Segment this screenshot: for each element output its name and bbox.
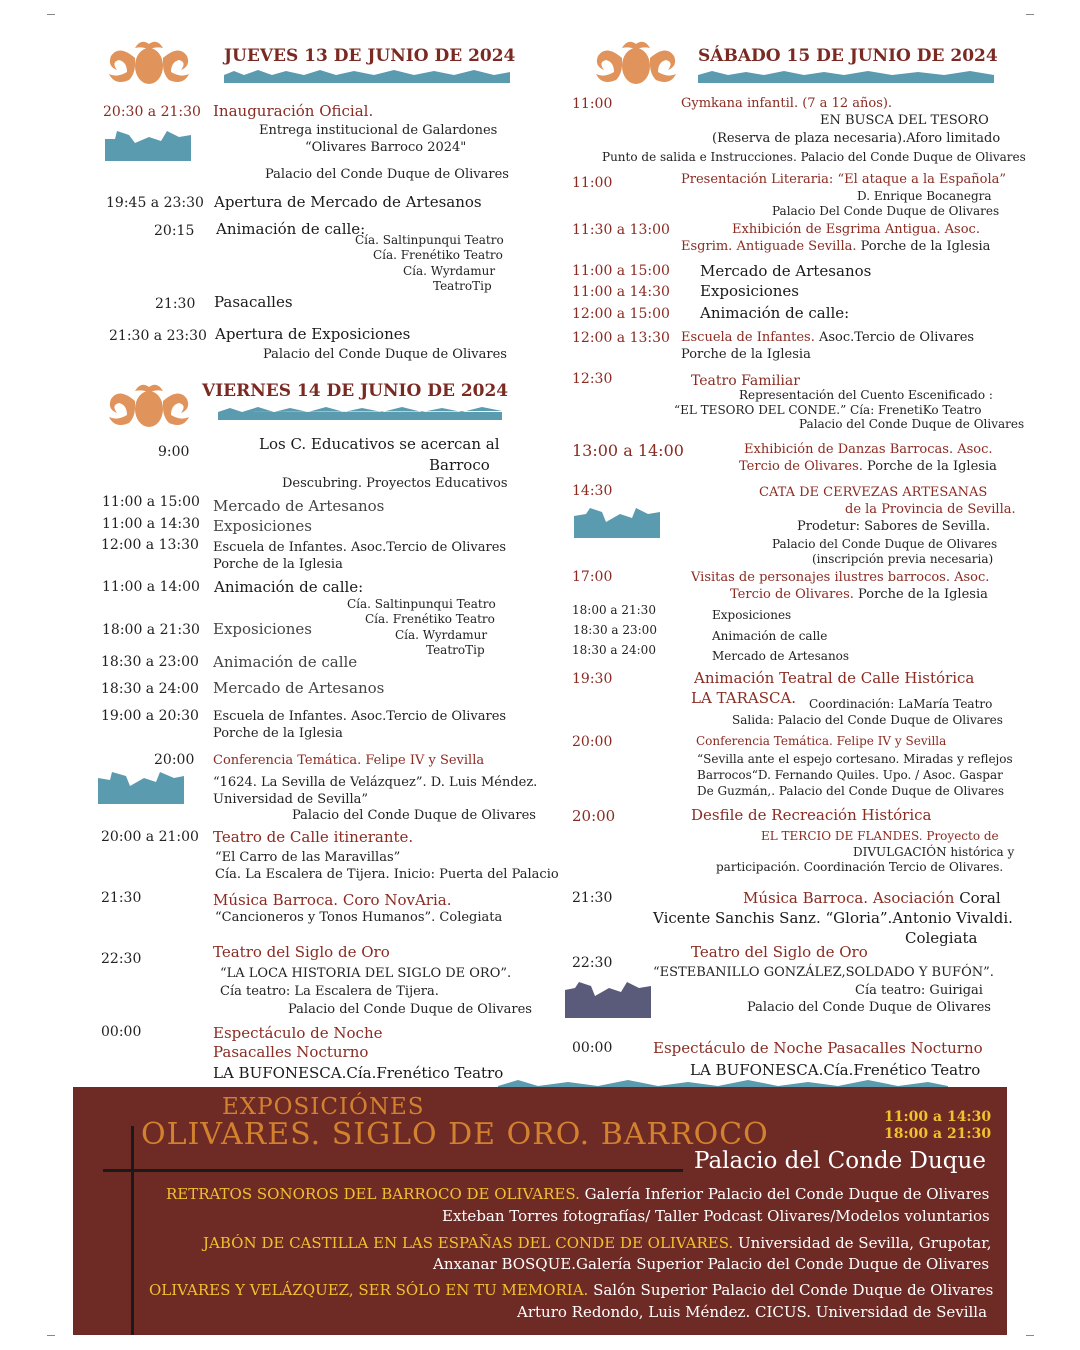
event-title: Apertura de Mercado de Artesanos xyxy=(214,193,482,211)
event-title: Conferencia Temática. Felipe IV y Sevilla xyxy=(696,734,947,748)
event-time: 13:00 a 14:00 xyxy=(572,441,684,460)
event-venue: Porche de la Iglesia xyxy=(856,239,991,254)
event-title: LA TARASCA. xyxy=(691,689,797,707)
event-title: Animación de calle xyxy=(213,653,358,671)
event-detail: Entrega institucional de Galardones xyxy=(259,123,498,138)
event-time: 9:00 xyxy=(158,444,190,460)
crop-mark xyxy=(1026,14,1034,15)
event-detail: (Reserva de plaza necesaria).Aforo limitado xyxy=(712,131,1001,146)
exhibition-place: Salón Superior Palacio del Conde Duque de Olivares xyxy=(588,1281,994,1299)
event-title: Exhibición de Danzas Barrocas. Asoc. xyxy=(744,442,993,457)
exhibitions-venue: Palacio del Conde Duque xyxy=(694,1148,986,1174)
event-time: 22:30 xyxy=(572,955,613,971)
event-title: Escuela de Infantes. xyxy=(681,330,815,345)
event-time: 11:00 xyxy=(572,96,613,112)
day-header-saturday: SÁBADO 15 DE JUNIO DE 2024 xyxy=(698,46,998,66)
event-title: Escuela de Infantes. Asoc.Tercio de Olivares xyxy=(213,540,507,555)
event-venue: Palacio del Conde Duque de Olivares xyxy=(772,537,998,551)
brush-band xyxy=(218,407,502,423)
event-detail: “Olivares Barroco 2024" xyxy=(305,140,467,155)
event-venue: Palacio del Conde Duque de Olivares xyxy=(747,1000,991,1015)
event-time: 11:30 a 13:00 xyxy=(572,222,670,238)
company-name: TeatroTip xyxy=(426,643,485,657)
event-time: 11:00 a 14:00 xyxy=(102,579,200,595)
exhibition-credits: Exteban Torres fotografías/ Taller Podcast Olivares/Modelos voluntarios xyxy=(442,1207,990,1225)
event-venue: Salida: Palacio del Conde Duque de Olivares xyxy=(732,713,1003,727)
exhibition-item xyxy=(203,1234,992,1252)
event-detail: participación. Coordinación Tercio de Olivares. xyxy=(716,860,1004,874)
event-detail: Universidad de Sevilla” xyxy=(213,792,369,807)
event-title: Teatro del Siglo de Oro xyxy=(691,943,868,961)
event-time: 18:30 a 23:00 xyxy=(101,654,199,670)
event-detail: D. Enrique Bocanegra xyxy=(857,189,992,203)
exhibitions-time: 11:00 a 14:30 xyxy=(884,1109,992,1125)
coat-of-arms-icon xyxy=(105,34,193,90)
event-org: Asoc.Tercio de Olivares xyxy=(814,330,975,345)
event-detail: Cía. La Escalera de Tijera. Inicio: Puerta del Palacio xyxy=(215,867,559,882)
exhibition-name: JABÓN DE CASTILLA EN LAS ESPAÑAS DEL CONDE DE OLIVARES. xyxy=(203,1234,734,1252)
exhibition-place: Universidad de Sevilla, Grupotar, xyxy=(733,1234,992,1252)
event-venue: Palacio del Conde Duque de Olivares xyxy=(265,167,509,182)
event-title: Teatro del Siglo de Oro xyxy=(213,943,390,961)
event-title: Gymkana infantil. (7 a 12 años). xyxy=(681,96,893,111)
event-title: Conferencia Temática. Felipe IV y Sevilla xyxy=(213,753,485,768)
event-title: Exhibición de Esgrima Antigua. Asoc. xyxy=(732,222,980,237)
battlement-ornament xyxy=(105,131,191,161)
event-detail: “LA LOCA HISTORIA DEL SIGLO DE ORO”. xyxy=(220,966,512,981)
event-venue: Palacio del Conde Duque de Olivares xyxy=(288,1002,532,1017)
event-detail: Cía teatro: Guirigai xyxy=(855,983,983,998)
battlement-ornament xyxy=(565,982,651,1018)
event-detail: EN BUSCA DEL TESORO xyxy=(820,113,989,128)
event-title: Visitas de personajes ilustres barrocos. Asoc. xyxy=(691,570,990,585)
event-title: Teatro Familiar xyxy=(691,373,800,389)
event-title: Escuela de Infantes. Asoc.Tercio de Olivares xyxy=(213,709,507,724)
exhibition-credits: Anxanar BOSQUE.Galería Superior Palacio del Conde Duque de Olivares xyxy=(433,1255,990,1273)
event-title: CATA DE CERVEZAS ARTESANAS xyxy=(759,485,988,500)
event-title: Espectáculo de Noche Pasacalles Nocturno xyxy=(653,1039,983,1057)
event-title: Mercado de Artesanos xyxy=(213,497,385,515)
event-venue: Porche de la Iglesia xyxy=(853,587,988,602)
event-venue: Palacio Del Conde Duque de Olivares xyxy=(772,204,1000,218)
event-title: Animación de calle: xyxy=(700,304,850,322)
event-title: Mercado de Artesanos xyxy=(712,649,850,663)
event-detail: LA BUFONESCA.Cía.Frenético Teatro xyxy=(690,1061,981,1079)
exhibition-item xyxy=(149,1281,993,1299)
coat-of-arms-icon xyxy=(105,377,193,433)
event-time: 21:30 xyxy=(101,890,142,906)
event-title-line xyxy=(743,889,1001,907)
event-title: Pasacalles xyxy=(214,293,293,311)
event-title: Apertura de Exposiciones xyxy=(215,325,411,343)
event-time: 00:00 xyxy=(572,1040,613,1056)
company-name: TeatroTip xyxy=(433,279,492,293)
company-name: Cía. Frenétiko Teatro xyxy=(373,248,503,262)
event-title: Exposiciones xyxy=(712,608,792,622)
event-time: 18:30 a 24:00 xyxy=(572,643,656,657)
event-time: 20:30 a 21:30 xyxy=(103,104,201,120)
event-venue: Porche de la Iglesia xyxy=(213,557,343,572)
event-title: Animación de calle xyxy=(712,629,828,643)
event-title: Inauguración Oficial. xyxy=(213,102,374,120)
event-title-line2 xyxy=(681,239,990,254)
event-time: 18:00 a 21:30 xyxy=(572,603,656,617)
event-time: 12:00 a 13:30 xyxy=(572,330,670,346)
event-time: 19:30 xyxy=(572,671,613,687)
cross-vertical-line xyxy=(131,1126,134,1335)
day-header-friday: VIERNES 14 DE JUNIO DE 2024 xyxy=(202,381,509,401)
event-detail: Descubring. Proyectos Educativos xyxy=(282,476,508,491)
event-time: 18:00 a 21:30 xyxy=(102,622,200,638)
event-time: 11:00 a 15:00 xyxy=(102,494,200,510)
event-title: Exposiciones xyxy=(213,620,313,638)
battlement-ornament xyxy=(98,772,184,804)
event-title: Barroco xyxy=(429,456,490,474)
event-time: 17:00 xyxy=(572,569,613,585)
exhibition-name: OLIVARES Y VELÁZQUEZ, SER SÓLO EN TU MEMORIA. xyxy=(149,1281,589,1299)
event-detail: “Cancioneros y Tonos Humanos”. Colegiata xyxy=(215,910,503,925)
event-title: Animación de calle: xyxy=(214,578,364,596)
exhibition-credits: Arturo Redondo, Luis Méndez. CICUS. Universidad de Sevilla xyxy=(517,1303,988,1321)
event-detail: “ESTEBANILLO GONZÁLEZ,SOLDADO Y BUFÓN”. xyxy=(653,965,994,980)
event-time: 11:00 a 14:30 xyxy=(572,284,670,300)
day-header-thursday: JUEVES 13 DE JUNIO DE 2024 xyxy=(224,46,516,66)
cross-horizontal-line xyxy=(103,1169,683,1172)
event-detail: De Guzmán,. Palacio del Conde Duque de Olivares xyxy=(697,784,1005,798)
event-detail: Barrocos“D. Fernando Quiles. Upo. / Asoc. Gaspar xyxy=(697,768,1003,782)
event-venue: Punto de salida e Instrucciones. Palacio del Conde Duque de Olivares xyxy=(602,150,1026,164)
event-title: Mercado de Artesanos xyxy=(213,679,385,697)
event-title: Desfile de Recreación Histórica xyxy=(691,806,932,824)
event-title: Música Barroca. Coro NovAria. xyxy=(213,891,452,909)
crop-mark xyxy=(47,1335,55,1336)
event-detail: Coordinación: LaMaría Teatro xyxy=(809,697,993,711)
brush-band xyxy=(224,70,510,86)
event-time: 20:15 xyxy=(154,223,195,239)
event-time: 19:00 a 20:30 xyxy=(101,708,199,724)
event-venue: Porche de la Iglesia xyxy=(862,459,997,474)
event-detail: Prodetur: Sabores de Sevilla. xyxy=(797,519,991,534)
event-time: 19:45 a 23:30 xyxy=(106,195,204,211)
event-detail: (inscripción previa necesaria) xyxy=(812,552,994,566)
event-time: 20:00 xyxy=(572,807,616,825)
crop-mark xyxy=(47,14,55,15)
event-detail: “Sevilla ante el espejo cortesano. Miradas y reflejos xyxy=(697,752,1013,766)
event-venue: Palacio del Conde Duque de Olivares xyxy=(292,808,536,823)
event-time: 14:30 xyxy=(572,483,613,499)
event-title: Exposiciones xyxy=(700,282,800,300)
event-detail: “EL TESORO DEL CONDE.” Cía: FrenetiKo Teatro xyxy=(674,403,982,417)
event-time: 18:30 a 24:00 xyxy=(101,681,199,697)
event-detail: DIVULGACIÓN histórica y xyxy=(853,845,1015,859)
event-title: Música Barroca. Asociación xyxy=(743,889,955,907)
coat-of-arms-icon xyxy=(592,34,680,90)
company-name: Cía. Saltinpunqui Teatro xyxy=(355,233,504,247)
event-title-line2 xyxy=(730,587,988,602)
event-time: 21:30 a 23:30 xyxy=(109,328,207,344)
event-detail: Vicente Sanchis Sanz. “Gloria”.Antonio Vivaldi. xyxy=(653,909,1013,927)
exhibition-place: Galería Inferior Palacio del Conde Duque de Olivares xyxy=(579,1185,990,1203)
exhibition-item xyxy=(166,1185,989,1203)
company-name: Cía. Saltinpunqui Teatro xyxy=(347,597,496,611)
company-name: Cía. Wyrdamur xyxy=(395,628,488,642)
company-name: Cía. Frenétiko Teatro xyxy=(365,612,495,626)
event-time: 20:00 a 21:00 xyxy=(101,829,199,845)
event-venue: Porche de la Iglesia xyxy=(681,347,811,362)
event-title: de la Provincia de Sevilla. xyxy=(845,502,1016,517)
event-time: 11:00 xyxy=(572,175,613,191)
event-title: Animación de calle: xyxy=(216,220,366,238)
event-time: 22:30 xyxy=(101,951,142,967)
event-detail: Cía teatro: La Escalera de Tijera. xyxy=(220,984,439,999)
brush-band xyxy=(698,71,994,85)
event-time: 11:00 a 14:30 xyxy=(102,516,200,532)
event-time: 11:00 a 15:00 xyxy=(572,263,670,279)
event-venue: Palacio del Conde Duque de Olivares xyxy=(263,347,507,362)
event-org: Tercio de Olivares. xyxy=(730,587,854,602)
crop-mark xyxy=(1026,1335,1034,1336)
event-time: 20:00 xyxy=(572,734,613,750)
exhibition-name: RETRATOS SONOROS DEL BARROCO DE OLIVARES. xyxy=(166,1185,580,1203)
event-venue: Porche de la Iglesia xyxy=(213,726,343,741)
event-title: Pasacalles Nocturno xyxy=(213,1043,369,1061)
event-detail: “1624. La Sevilla de Velázquez”. D. Luis Méndez. xyxy=(213,775,538,790)
event-time: 12:30 xyxy=(572,371,613,387)
event-org: Coral xyxy=(954,889,1001,907)
event-time: 12:00 a 15:00 xyxy=(572,306,670,322)
event-title: Teatro de Calle itinerante. xyxy=(213,828,414,846)
event-detail: EL TERCIO DE FLANDES. Proyecto de xyxy=(761,829,999,843)
event-title: Mercado de Artesanos xyxy=(700,262,872,280)
event-time: 18:30 a 23:00 xyxy=(573,623,657,637)
exhibitions-kicker: EXPOSICIÓNES xyxy=(222,1094,425,1120)
exhibitions-time: 18:00 a 21:30 xyxy=(884,1126,992,1142)
event-org: Tercio de Olivares. xyxy=(739,459,863,474)
event-detail: “El Carro de las Maravillas” xyxy=(215,850,401,865)
event-time: 20:00 xyxy=(154,752,195,768)
event-title: Animación Teatral de Calle Histórica xyxy=(694,669,975,687)
event-time: 21:30 xyxy=(572,890,613,906)
event-time: 21:30 xyxy=(155,296,196,312)
event-title: Exposiciones xyxy=(213,517,313,535)
company-name: Cía. Wyrdamur xyxy=(403,264,496,278)
event-detail: LA BUFONESCA.Cía.Frenético Teatro xyxy=(213,1064,504,1082)
event-title: Presentación Literaria: “El ataque a la Española” xyxy=(681,172,1007,187)
event-title-line2 xyxy=(739,459,997,474)
event-time: 12:00 a 13:30 xyxy=(101,537,199,553)
event-venue: Palacio del Conde Duque de Olivares xyxy=(799,417,1025,431)
event-venue: Colegiata xyxy=(905,929,978,947)
event-org: Esgrim. Antiguade Sevilla. xyxy=(681,239,857,254)
event-title: Espectáculo de Noche xyxy=(213,1024,383,1042)
event-title: Los C. Educativos se acercan al xyxy=(259,435,500,453)
exhibitions-title: OLIVARES. SIGLO DE ORO. BARROCO xyxy=(141,1117,769,1152)
event-detail: Representación del Cuento Escenificado : xyxy=(739,388,993,402)
battlement-ornament xyxy=(574,508,660,538)
event-time: 00:00 xyxy=(101,1024,142,1040)
event-title-line xyxy=(681,330,974,345)
